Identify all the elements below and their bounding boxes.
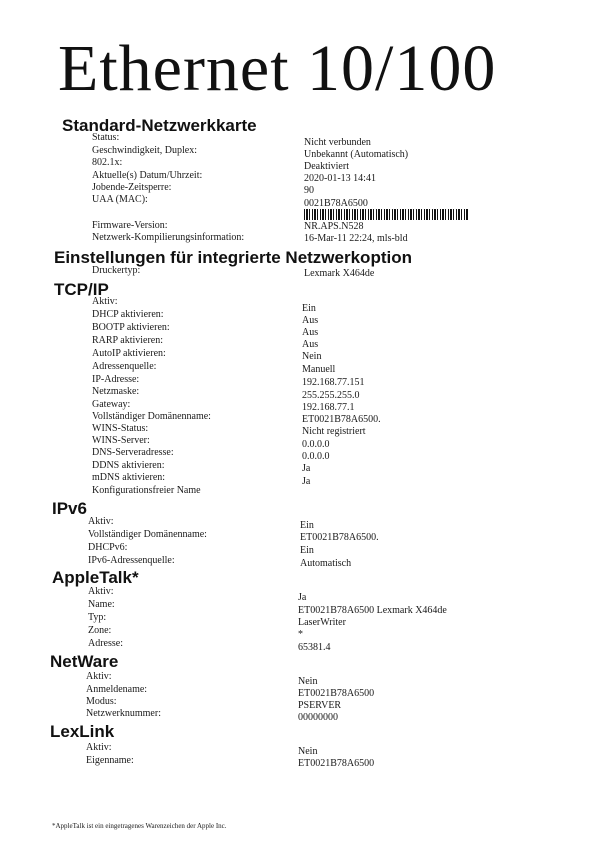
value-mdns: Ja [302,476,311,487]
value-appletalk-address: 65381.4 [298,642,331,653]
label-fqdn: Vollständiger Domänenname: [92,411,211,422]
value-uaa-mac: 0021B78A6500 [304,198,368,209]
value-wins-status: Nicht registriert [302,426,366,437]
section-heading-integrated: Einstellungen für integrierte Netzwerkoption [54,248,412,267]
label-8021x: 802.1x: [92,157,123,168]
value-dhcpv6: Ein [300,545,314,556]
value-appletalk-name: ET0021B78A6500 Lexmark X464de [298,605,447,616]
value-lexlink-active: Nein [298,746,318,757]
label-job-timeout: Jobende-Zeitsperre: [92,182,172,193]
label-dhcp: DHCP aktivieren: [92,309,164,320]
label-datetime: Aktuelle(s) Datum/Uhrzeit: [92,170,203,181]
value-ipv6-fqdn: ET0021B78A6500. [300,532,379,543]
value-mode: PSERVER [298,700,342,711]
value-datetime: 2020-01-13 14:41 [304,173,376,184]
mac-barcode [304,209,468,220]
label-tcpip-active: Aktiv: [92,296,118,307]
label-appletalk-type: Typ: [88,612,107,623]
label-zeroconf-name: Konfigurationsfreier Name [92,485,201,496]
footnote: *AppleTalk ist ein eingetragenes Warenzeichen der Apple Inc. [52,822,227,830]
value-job-timeout: 90 [304,185,314,196]
value-dns-server: 0.0.0.0 [302,451,330,462]
page-title: Ethernet 10/100 [58,32,497,105]
value-ipv6-active: Ein [300,520,314,531]
value-address-source: Manuell [302,364,336,375]
label-ipv6-active: Aktiv: [88,516,114,527]
value-autoip: Nein [302,351,322,362]
label-appletalk-address: Adresse: [88,638,123,649]
label-mdns: mDNS aktivieren: [92,472,166,483]
label-appletalk-zone: Zone: [88,625,112,636]
value-network-number: 00000000 [298,712,338,723]
value-netmask: 255.255.255.0 [302,390,360,401]
label-ddns: DDNS aktivieren: [92,460,165,471]
value-wins-server: 0.0.0.0 [302,439,330,450]
label-mode: Modus: [86,696,117,707]
label-speed-duplex: Geschwindigkeit, Duplex: [92,145,197,156]
section-heading-ipv6: IPv6 [52,499,87,518]
label-uaa-mac: UAA (MAC): [92,194,148,205]
section-heading-netware: NetWare [50,652,119,671]
label-wins-server: WINS-Server: [92,435,150,446]
value-printer-type: Lexmark X464de [304,268,375,279]
label-firmware: Firmware-Version: [92,220,168,231]
value-appletalk-type: LaserWriter [298,617,346,628]
label-network-number: Netzwerknummer: [86,708,161,719]
label-gateway: Gateway: [92,399,131,410]
section-heading-tcpip: TCP/IP [54,280,109,299]
label-appletalk-active: Aktiv: [88,586,114,597]
value-tcpip-active: Ein [302,303,316,314]
value-ipv6-address-source: Automatisch [300,558,352,569]
value-speed-duplex: Unbekannt (Automatisch) [304,149,409,160]
value-rarp: Aus [302,339,319,350]
value-firmware: NR.APS.N528 [304,221,364,232]
value-login-name: ET0021B78A6500 [298,688,375,699]
label-netware-active: Aktiv: [86,671,112,682]
value-ip-address: 192.168.77.151 [302,377,365,388]
value-status: Nicht verbunden [304,137,371,148]
label-ipv6-fqdn: Vollständiger Domänenname: [88,529,207,540]
label-dns-server: DNS-Serveradresse: [92,447,174,458]
label-rarp: RARP aktivieren: [92,335,164,346]
value-build-info: 16-Mar-11 22:24, mls-bld [304,233,408,244]
label-appletalk-name: Name: [88,599,115,610]
label-autoip: AutoIP aktivieren: [92,348,166,359]
value-ddns: Ja [302,463,311,474]
value-appletalk-zone: * [298,629,303,640]
value-bootp: Aus [302,327,319,338]
value-fqdn: ET0021B78A6500. [302,414,381,425]
label-build-info: Netzwerk-Kompilierungsinformation: [92,232,245,243]
label-lexlink-active: Aktiv: [86,742,112,753]
value-dhcp: Aus [302,315,319,326]
label-proper-name: Eigenname: [86,755,134,766]
label-bootp: BOOTP aktivieren: [92,322,170,333]
label-netmask: Netzmaske: [92,386,140,397]
label-login-name: Anmeldename: [86,684,148,695]
value-appletalk-active: Ja [298,592,307,603]
section-heading-lexlink: LexLink [50,722,115,741]
value-netware-active: Nein [298,676,318,687]
section-heading-standard: Standard-Netzwerkkarte [62,116,257,135]
label-address-source: Adressenquelle: [92,361,157,372]
label-status: Status: [92,132,120,143]
label-ip-address: IP-Adresse: [92,374,140,385]
section-heading-appletalk: AppleTalk* [52,568,139,587]
label-dhcpv6: DHCPv6: [88,542,128,553]
value-proper-name: ET0021B78A6500 [298,758,375,769]
value-gateway: 192.168.77.1 [302,402,355,413]
label-printer-type: Druckertyp: [92,265,141,276]
label-ipv6-address-source: IPv6-Adressenquelle: [88,555,175,566]
label-wins-status: WINS-Status: [92,423,149,434]
value-8021x: Deaktiviert [304,161,349,172]
